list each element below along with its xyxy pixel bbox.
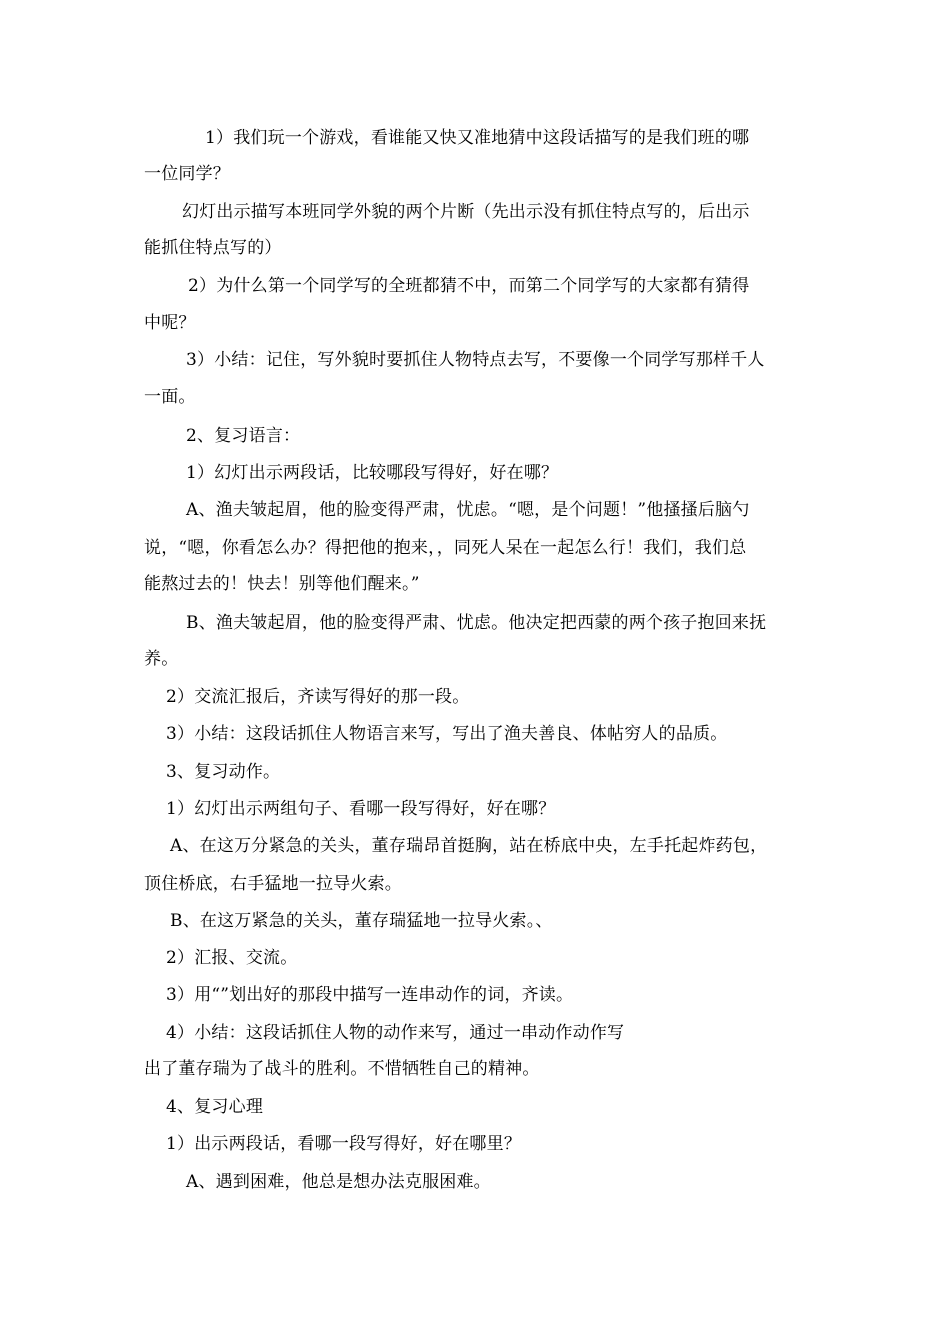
section-heading: 2、复习语言：: [186, 426, 301, 446]
paragraph-line: 一位同学？: [144, 164, 230, 184]
paragraph-line: A、遇到困难，他总是想办法克服困难。: [186, 1172, 491, 1192]
paragraph-line: B、在这万紧急的关头，董存瑞猛地一拉导火索。、: [170, 911, 553, 931]
paragraph-line: 1）出示两段话，看哪一段写得好，好在哪里？: [166, 1134, 522, 1154]
paragraph-line: 3）小结：这段话抓住人物语言来写，写出了渔夫善良、体帖穷人的品质。: [166, 724, 728, 744]
paragraph-line: 养。: [144, 649, 179, 669]
paragraph-line: 幻灯出示描写本班同学外貌的两个片断（先出示没有抓住特点写的，后出示: [182, 202, 750, 222]
paragraph-line: B、渔夫皱起眉，他的脸变得严肃、忧虑。他决定把西蒙的两个孩子抱回来抚: [186, 613, 767, 633]
paragraph-line: 1）幻灯出示两组句子、看哪一段写得好，好在哪？: [166, 799, 556, 819]
paragraph-line: 顶住桥底，右手猛地一拉导火索。: [144, 874, 402, 894]
paragraph-line: 1）幻灯出示两段话，比较哪段写得好，好在哪？: [186, 463, 559, 483]
paragraph-line: 能抓住特点写的）: [144, 238, 282, 258]
paragraph-line: 2）为什么第一个同学写的全班都猜不中，而第二个同学写的大家都有猜得: [188, 276, 750, 296]
paragraph-line: 3）用“”划出好的那段中描写一连串动作的词，齐读。: [166, 985, 574, 1005]
paragraph-line: 能熬过去的！快去！别等他们醒来。”: [144, 574, 420, 594]
paragraph-line: 3）小结：记住，写外貌时要抓住人物特点去写，不要像一个同学写那样千人: [186, 350, 765, 370]
section-heading: 4、复习心理: [166, 1097, 264, 1117]
paragraph-line: 中呢？: [144, 313, 196, 333]
paragraph-line: 4）小结：这段话抓住人物的动作来写，通过一串动作动作写: [166, 1023, 625, 1043]
section-heading: 3、复习动作。: [166, 762, 281, 782]
paragraph-line: 说，“嗯，你看怎么办？得把他的抱来，，同死人呆在一起怎么行！我们，我们总: [144, 538, 747, 558]
paragraph-line: 1）我们玩一个游戏，看谁能又快又准地猜中这段话描写的是我们班的哪: [205, 128, 750, 148]
paragraph-line: 2）交流汇报后，齐读写得好的那一段。: [166, 687, 470, 707]
paragraph-line: A、渔夫皱起眉，他的脸变得严肃，忧虑。“嗯，是个问题！”他搔搔后脑勺: [186, 500, 750, 520]
paragraph-line: 出了董存瑞为了战斗的胜利。不惜牺牲自己的精神。: [144, 1059, 540, 1079]
paragraph-line: 一面。: [144, 387, 196, 407]
paragraph-line: A、在这万分紧急的关头，董存瑞昂首挺胸，站在桥底中央，左手托起炸药包，: [170, 836, 768, 856]
paragraph-line: 2）汇报、交流。: [166, 948, 298, 968]
